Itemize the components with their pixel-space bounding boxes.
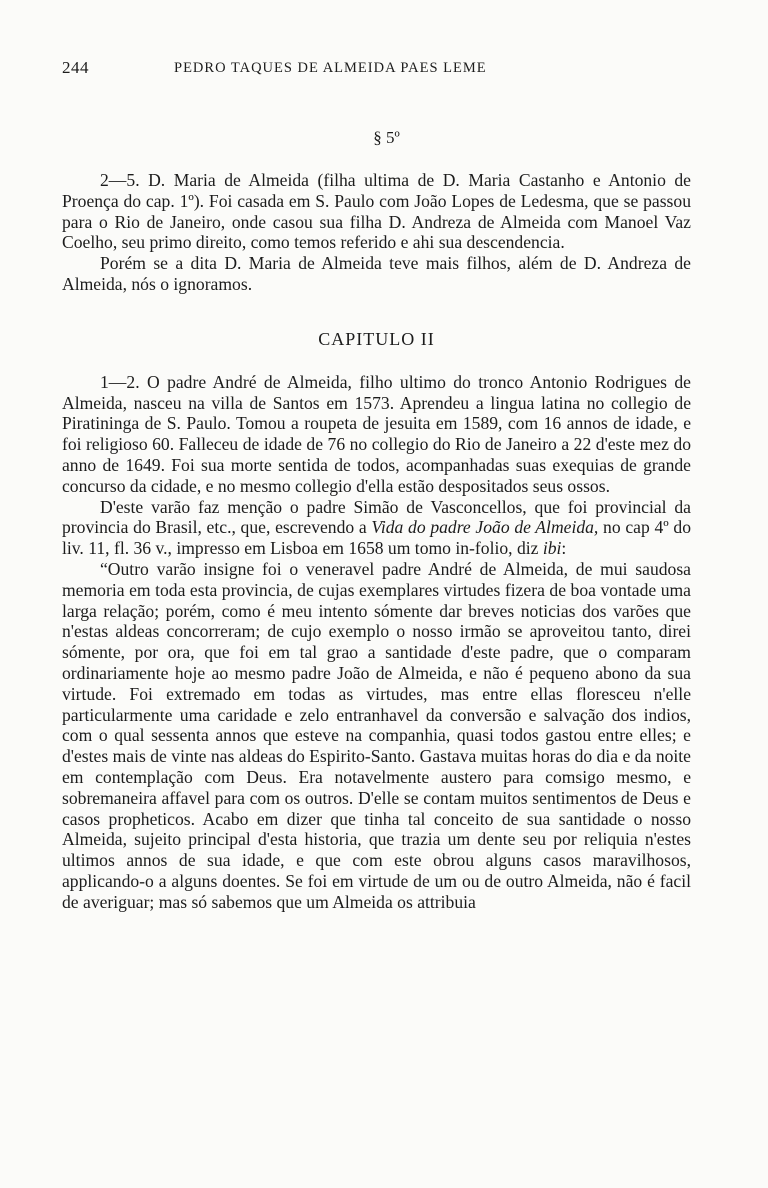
citation-text-before: D'este varão faz menção o padre Simão de Vasconcellos, que foi provincial da provincia do Brasil, etc., que, escrevendo a	[62, 496, 691, 538]
paragraph-other-children: Porém se a dita D. Maria de Almeida teve mais filhos, além de D. Andreza de Almeida, nós o ignoramos.	[62, 253, 691, 294]
running-title: PEDRO TAQUES DE ALMEIDA PAES LEME	[174, 60, 487, 76]
chapter-heading: CAPITULO II	[318, 328, 435, 349]
running-header	[62, 58, 691, 84]
page-number: 244	[62, 58, 89, 77]
citation-text-middle: no cap 4º do liv. 11, fl. 36 v., impresso em Lisboa em 1658 um tomo in-folio, diz	[62, 517, 691, 559]
paragraph-andre-de-almeida: 1—2. O padre André de Almeida, filho ultimo do tronco Antonio Rodrigues de Almeida, nasceu na villa de Santos em 1573. Aprendeu a lingua latina no collegio de Piratininga de S. Paulo. Tomou a roupeta de jesuita em 1589, com 16 annos de idade, e foi religioso 60. Falleceu de idade de 76 no collegio do Rio de Janeiro a 22 d'este mez do anno de 1649. Foi sua morte sentida de todos, acompanhadas suas exequias de grande concurso da cidade, e no mesmo collegio d'ella estão despositados seus ossos.	[62, 371, 691, 496]
paragraph-vasconcellos-citation	[62, 497, 691, 559]
citation-text-after: :	[561, 538, 567, 559]
paragraph-quotation: “Outro varão insigne foi o veneravel padre André de Almeida, de mui saudosa memoria em toda esta provincia, de cujas exemplares virtudes fizera de boa vontade uma larga relação; porém, como é meu intento sómente dar breves noticias dos varões que n'estas aldeas concorreram; de cujo exemplo o nosso irmão se aproveitou tanto, direi sómente, por ora, que foi em tal grao a santidade d'este padre, que o comparam ordinariamente hoje ao mesmo padre João de Almeida, e não é pequeno abono da sua virtude. Foi extremado em todas as virtudes, mas entre ellas floresceu n'elle particularmente uma caridade e zelo entranhavel da conversão e salvação dos indios, com o qual sessenta annos que esteve na companhia, quasi todos gastou entre elles; e d'estes mais de vinte nas aldeas do Espirito-Santo. Gastava muitas horas do dia e da noite em contemplação com Deus. Era notavelmente austero para comsigo mesmo, e sobremaneira affavel para com os outros. D'elle se contam muitos sentimentos de Deus e casos propheticos. Acabo em dizer que tinha tal conceito de sua santidade o nosso Almeida, sujeito principal d'esta historia, que trazia um dente seu por reliquia n'estes ultimos annos de sua idade, e que com este obrou alguns casos maravilhosos, applicando-o a alguns doentes. Se foi em virtude de um ou de outro Almeida, não é facil de averiguar; mas só sabemos que um Almeida os attribuia	[62, 558, 691, 912]
section-heading: § 5º	[373, 128, 400, 147]
ibi-term: ibi	[542, 538, 562, 559]
paragraph-maria-de-almeida: 2—5. D. Maria de Almeida (filha ultima de D. Maria Castanho e Antonio de Proença do cap. 1º). Foi casada em S. Paulo com João Lopes de Ledesma, que se passou para o Rio de Janeiro, onde casou sua filha D. Andreza de Almeida com Manoel Vaz Coelho, seu primo direito, como temos referido e ahi sua descendencia.	[62, 170, 691, 253]
work-title: Vida do padre João de Almeida,	[371, 517, 599, 538]
